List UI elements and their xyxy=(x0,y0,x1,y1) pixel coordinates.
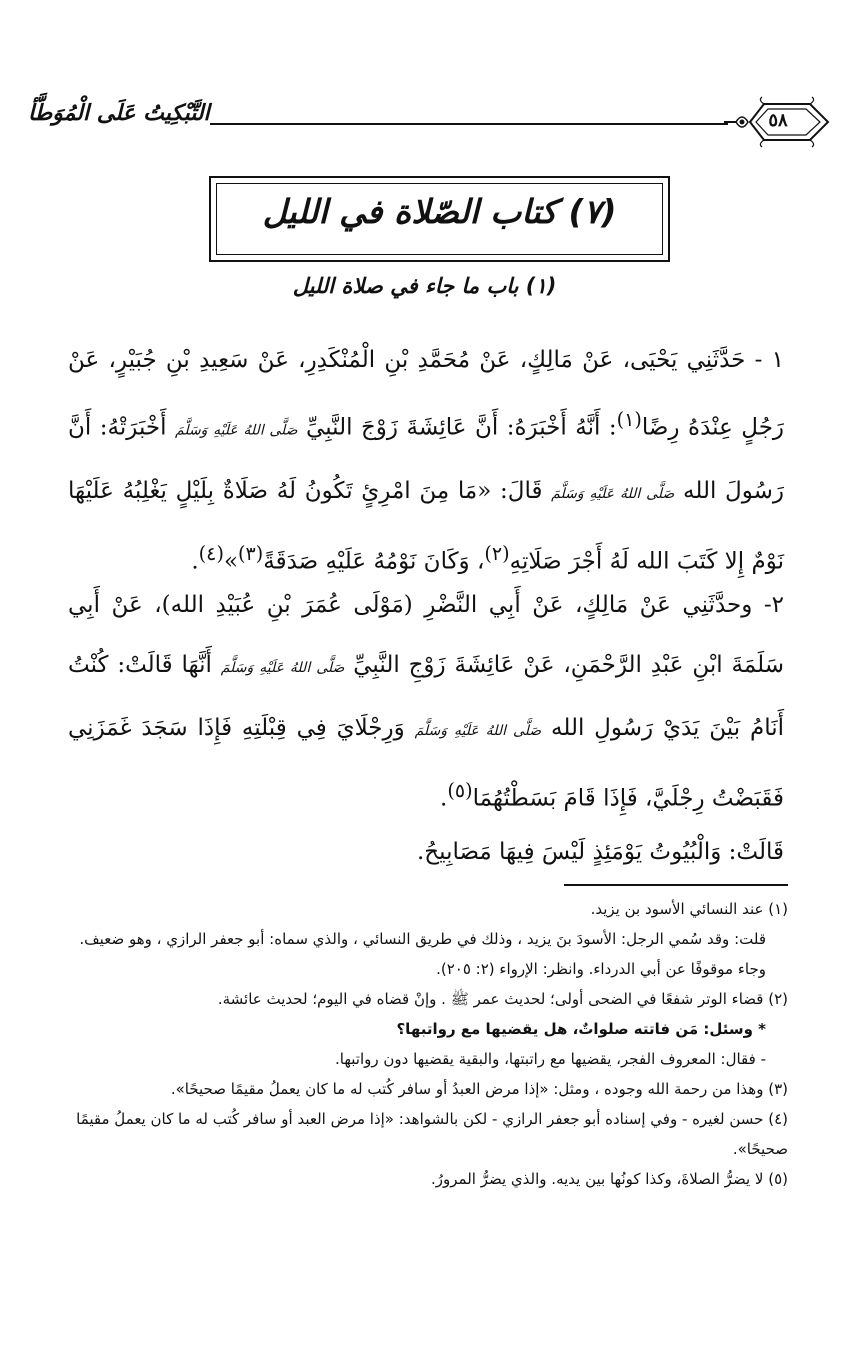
footnote: (٣) وهذا من رحمة الله وجوده ، ومثل: «إذا مرض العبدُ أو سافر كُتب له ما كان يعملُ مقيمًا صحيحًا». xyxy=(170,1080,788,1098)
footnote-ref-1: (١) xyxy=(616,408,642,431)
book-title: (٧) كتاب الصّلاة في الليل xyxy=(262,192,617,231)
hadith-2-text: ٢- وحدَّثَنِي عَنْ مَالِكٍ، عَنْ أَبِي النَّضْرِ (مَوْلَى عُمَرَ بْنِ عُبَيْدِ الله)، عَنْ أَبِي سَلَمَةَ ابْنِ عَبْدِ الرَّحْمَنِ، عَنْ عَائِشَةَ زَوْجِ النَّبِيِّ xyxy=(68,592,785,678)
footnote-ref-4: (٤) xyxy=(198,541,224,565)
footnote: (٢) قضاء الوتر شفعًا في الضحى أولى؛ لحديث عمر ﷺ . وإنْ قضاه في اليوم؛ لحديث عائشة. xyxy=(217,990,788,1008)
chapter-title: (١) باب ما جاء في صلاة الليل xyxy=(292,274,557,298)
hadith-1-text: ١ - حَدَّثَنِي يَحْيَى، عَنْ مَالِكٍ، عَنْ مُحَمَّدِ بْنِ الْمُنْكَدِرِ، عَنْ سَعِيدِ بْنِ جُبَيْرٍ، عَنْ رَجُلٍ عِنْدَهُ رِضًا xyxy=(68,347,785,441)
salutation-glyph: صَلَّى اللهُ عَلَيْهِ وَسَلَّمَ xyxy=(175,422,298,439)
running-title: التَّبْكِيتُ عَلَى الْمُوَطَّأ xyxy=(28,100,210,126)
footnote: (٤) حسن لغيره - وفي إسناده أبو جعفر الرازي - لكن بالشواهد: «إذا مرض العبد أو سافر كُتب له ما كان يعملُ مقيمًا صحيحًا». xyxy=(76,1110,788,1158)
hadith-1-text: ، وَكَانَ نَوْمُهُ عَلَيْهِ صَدَقَةً xyxy=(263,548,485,575)
footnote: (٥) لا يضرُّ الصلاةَ، وكذا كونُها بين يديه. والذي يضرُّ المرورُ. xyxy=(431,1170,788,1188)
footnote-separator xyxy=(564,884,788,886)
header-rule xyxy=(210,123,728,125)
footnotes xyxy=(58,894,788,1194)
hadith-1-text: أَخْبَرَتْهُ: أَنَّ رَسُولَ الله xyxy=(68,414,785,504)
footnote: * وسئل: مَن فاتته صلواتٌ، هل يقضيها مع رواتبها؟ xyxy=(396,1020,766,1038)
salutation-glyph: صَلَّى اللهُ عَلَيْهِ وَسَلَّمَ xyxy=(220,660,345,676)
footnote: (١) عند النسائي الأسود بن يزيد. xyxy=(590,900,788,918)
salutation-glyph: صَلَّى اللهُ عَلَيْهِ وَسَلَّمَ xyxy=(414,723,542,739)
footnote-ref-5: (٥) xyxy=(447,779,473,802)
footnote: - فقال: المعروف الفجر، يقضيها مع راتبتها، والبقية يقضيها دون رواتبها. xyxy=(335,1050,766,1068)
page-header xyxy=(28,96,836,146)
page-number: ٥٨ xyxy=(768,110,788,131)
hadith-2-text: أَنَّهَا قَالَتْ: كُنْتُ أَنَامُ بَيْنَ يَدَيْ رَسُولِ الله xyxy=(68,652,785,741)
hadith-1-text: قَالَ: «مَا مِنَ امْرِئٍ تَكُونُ لَهُ صَلَاةٌ بِلَيْلٍ يَغْلِبُهُ عَلَيْهَا نَوْمٌ إِلا كَتَبَ الله لَهُ أَجْرَ صَلَاتِهِ xyxy=(68,477,784,575)
book-title-frame xyxy=(209,176,670,262)
hadith-2 xyxy=(68,575,784,829)
hadith-2-text: . xyxy=(440,785,448,812)
closing-line: قَالَتْ: وَالْبُيُوتُ يَوْمَئِذٍ لَيْسَ فِيهَا مَصَابِيحُ. xyxy=(416,839,784,865)
hadith-1-text: : أَنَّهُ أَخْبَرَهُ: أَنَّ عَائِشَةَ زَوْجَ النَّبِيِّ xyxy=(306,414,617,441)
hadith-1 xyxy=(68,330,784,591)
hadith-1-text: . xyxy=(191,548,199,575)
hadith-1-text: » xyxy=(223,548,239,575)
salutation-glyph: صَلَّى اللهُ عَلَيْهِ وَسَلَّمَ xyxy=(551,485,675,502)
footnote-ref-3: (٣) xyxy=(238,541,264,565)
footnote: قلت: وقد سُمي الرجل: الأسودَ بنَ يزيد ، وذلك في طريق النسائي ، والذي سماه: أبو جعفر الرازي ، وهو ضعيف. وجاء موقوفًا عن أبي الدرداء. وانظر: الإرواء (٢: ٢٠٥). xyxy=(79,930,766,978)
hadith-2-text: وَرِجْلَايَ فِي قِبْلَتِهِ فَإِذَا سَجَدَ غَمَزَنِي فَقَبَضْتُ رِجْلَيَّ، فَإِذَا قَامَ بَسَطْتُهُمَا xyxy=(68,715,784,812)
footnote-ref-2: (٢) xyxy=(484,541,510,565)
